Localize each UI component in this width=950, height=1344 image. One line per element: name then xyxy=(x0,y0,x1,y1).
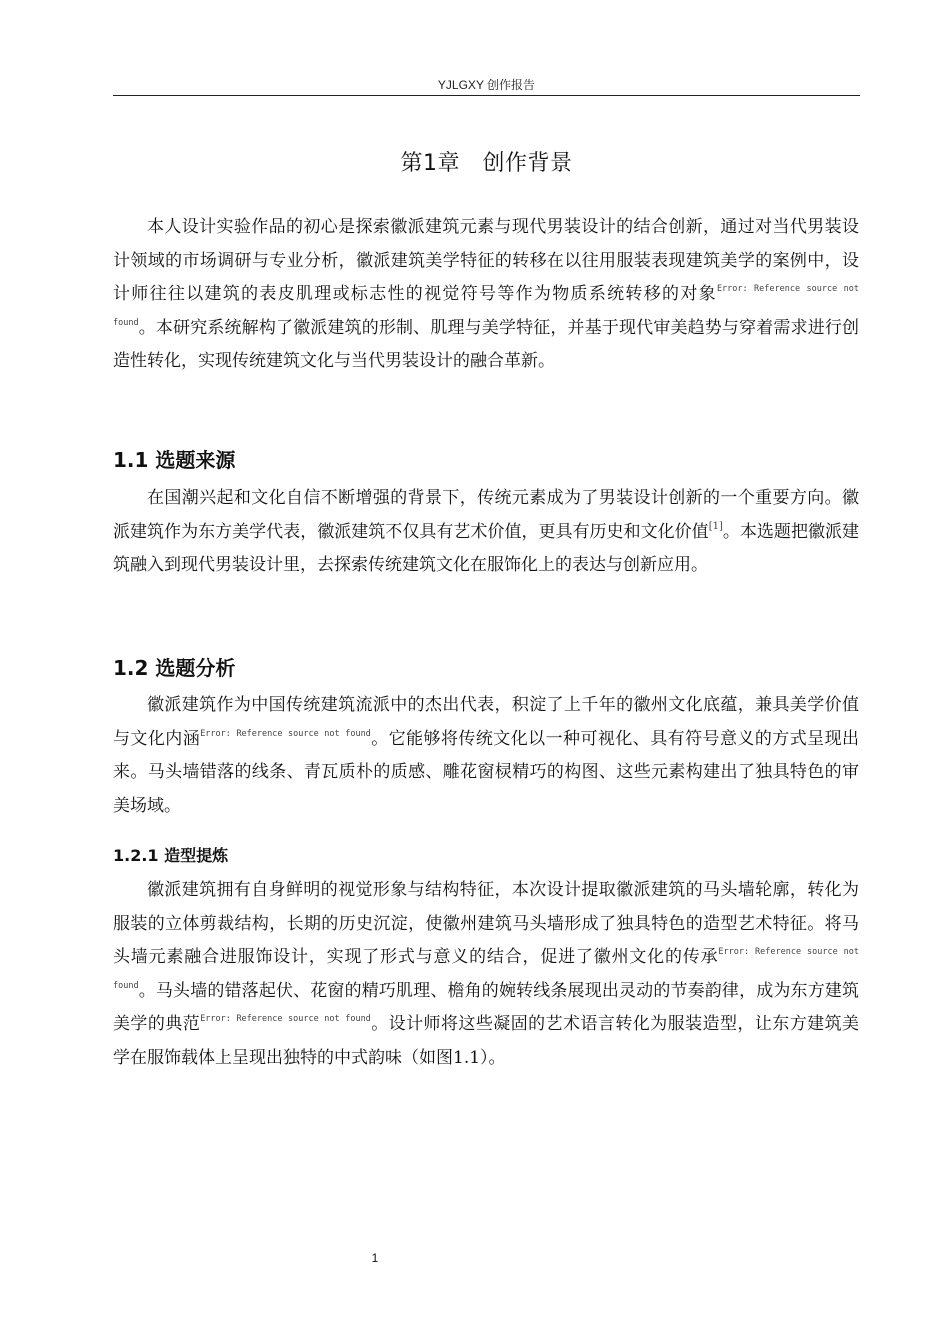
intro-text-2: 。本研究系统解构了徽派建筑的形制、肌理与美学特征，并基于现代审美趋势与穿着需求进行创造性转化，实现传统建筑文化与当代男装设计的融合革新。 xyxy=(113,317,859,372)
section-heading-1-2: 1.2 选题分析 xyxy=(113,656,236,680)
section-1-2-paragraph xyxy=(113,689,859,823)
citation: [1] xyxy=(708,520,723,532)
reference-error: Error: Reference source not found xyxy=(113,947,860,991)
section-1-2-1-paragraph xyxy=(113,874,859,1076)
section-heading-1-1: 1.1 选题来源 xyxy=(113,448,236,472)
section-1-2-1-text-2: 。马头墙的错落起伏、花窗的精巧肌理、檐角的婉转线条展现出灵动的节奏韵律，成为东方建筑美学的典范 xyxy=(113,980,859,1035)
section-1-2-text-2: 。它能够将传统文化以一种可视化、具有符号意义的方式呈现出来。马头墙错落的线条、青瓦质朴的质感、雕花窗棂精巧的构图、这些元素构建出了独具特色的审美场域。 xyxy=(113,728,860,816)
reference-error: Error: Reference source not found xyxy=(200,728,371,739)
section-1-2-1-text-3: 。设计师将这些凝固的艺术语言转化为服装造型，让东方建筑美学在服饰载体上呈现出独特的中式韵味（如图1.1）。 xyxy=(113,1014,860,1068)
section-1-1-text-2: 。本选题把徽派建筑融入到现代男装设计里，去探索传统建筑文化在服饰化上的表达与创新应用。 xyxy=(113,521,860,576)
header-divider xyxy=(113,95,860,96)
section-1-2-text-1: 徽派建筑作为中国传统建筑流派中的杰出代表，积淀了上千年的徽州文化底蕴，兼具美学价值与文化内涵 xyxy=(113,695,859,749)
page-header: YJLGXY 创作报告 xyxy=(437,78,536,92)
section-1-2-1-text-1: 徽派建筑拥有自身鲜明的视觉形象与结构特征，本次设计提取徽派建筑的马头墙轮廓，转化为服装的立体剪裁结构，长期的历史沉淀，使徽州建筑马头墙形成了独具特色的造型艺术特征。将马头墙元素融合进服饰设计，实现了形式与意义的结合，促进了徽州文化的传承 xyxy=(113,880,859,968)
page-number: 1 xyxy=(371,1251,379,1265)
chapter-title: 第1章 创作背景 xyxy=(400,151,573,176)
intro-paragraph xyxy=(113,211,859,379)
intro-text-1: 本人设计实验作品的初心是探索徽派建筑元素与现代男装设计的结合创新，通过对当代男装设计领域的市场调研与专业分析，徽派建筑美学特征的转移在以往用服装表现建筑美学的案例中，设计师往往以建筑的表皮肌理或标志性的视觉符号等作为物质系统转移的对象 xyxy=(113,217,859,305)
reference-error: Error: Reference source not found xyxy=(200,1014,371,1025)
section-1-1-paragraph xyxy=(113,482,859,583)
section-heading-1-2-1: 1.2.1 造型提炼 xyxy=(113,846,229,865)
section-1-1-text-1: 在国潮兴起和文化自信不断增强的背景下，传统元素成为了男装设计创新的一个重要方向。徽派建筑作为东方美学代表，徽派建筑不仅具有艺术价值，更具有历史和文化价值 xyxy=(113,488,859,542)
reference-error: Error: Reference source not found xyxy=(113,284,860,328)
